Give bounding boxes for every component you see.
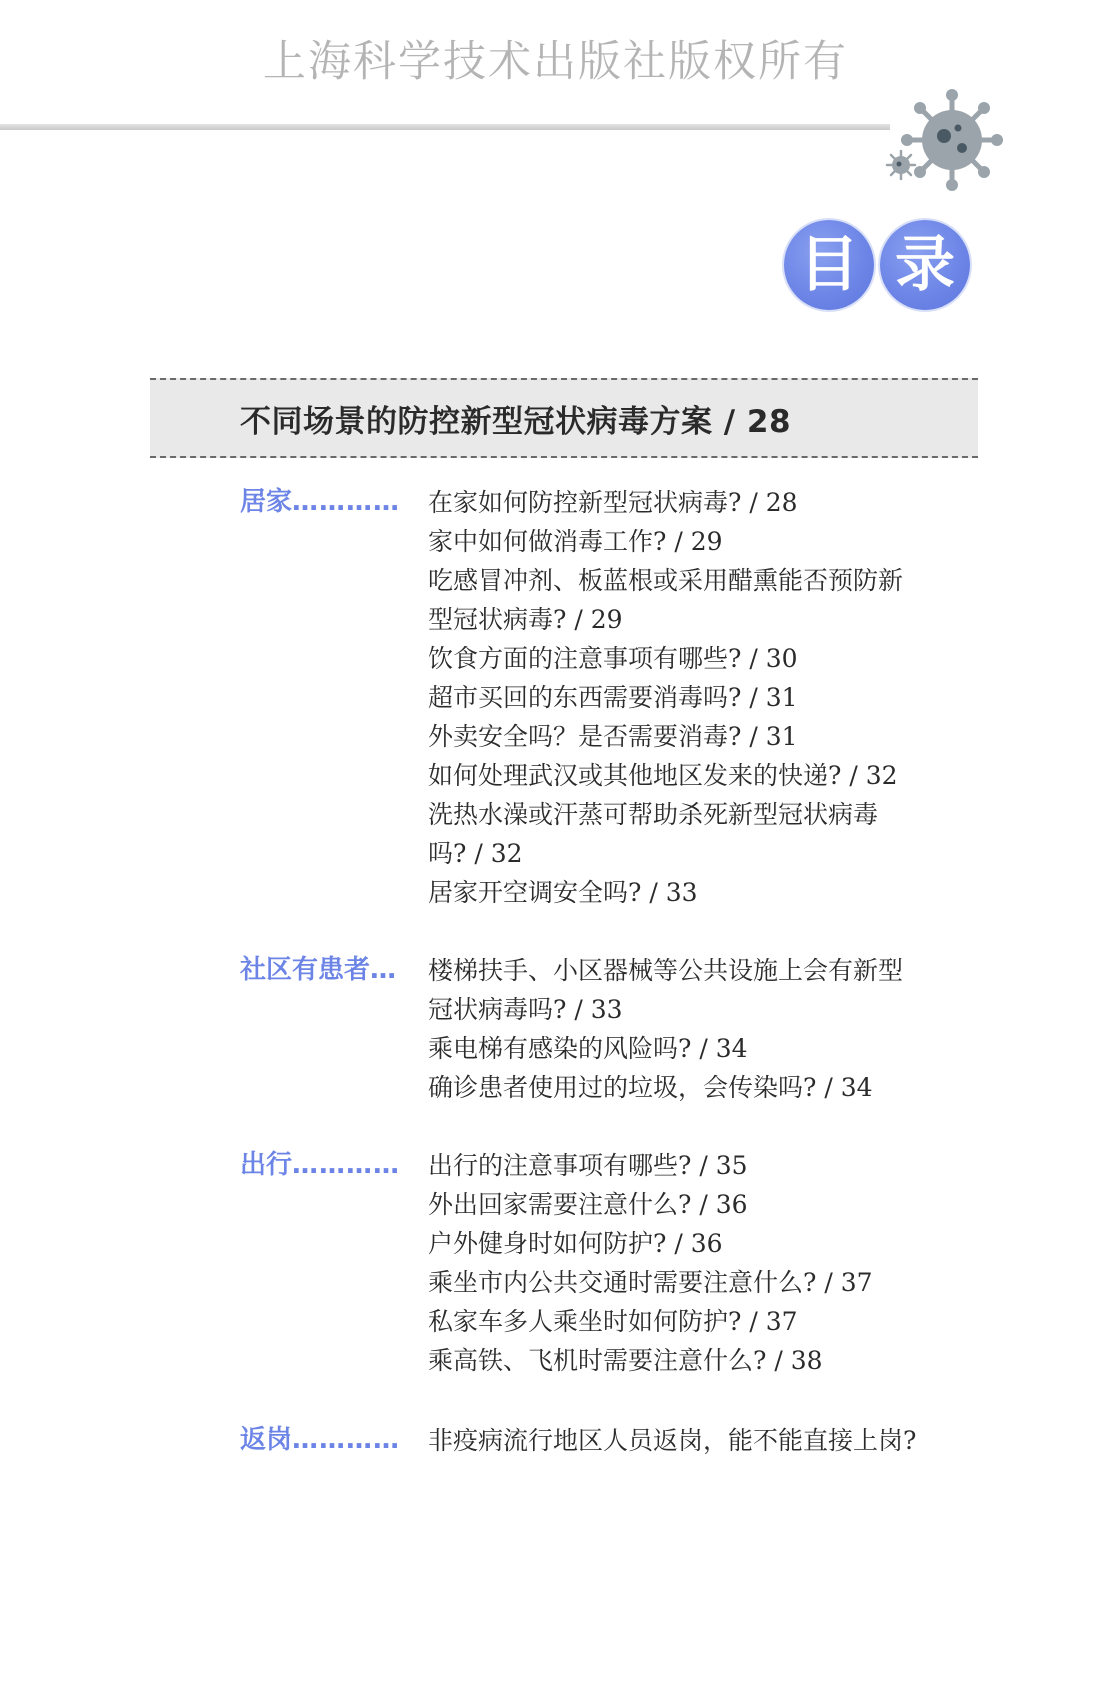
category-community [240, 951, 410, 990]
entries-community [428, 951, 978, 1107]
top-divider [0, 124, 890, 130]
toc-entry[interactable]: 确诊患者使用过的垃圾，会传染吗? / 34 [428, 1073, 873, 1102]
category-return-to-work [240, 1421, 410, 1460]
dot-leader: ………… [292, 487, 401, 517]
virus-small-icon [884, 148, 918, 182]
title-badge-lu: 录 [880, 220, 970, 310]
entries-home [428, 483, 978, 912]
copyright-watermark: 上海科学技术出版社版权所有 [263, 37, 848, 87]
toc-entry[interactable]: 吃感冒冲剂、板蓝根或采用醋熏能否预防新 [428, 566, 904, 595]
toc-entry[interactable]: 私家车多人乘坐时如何防护? / 37 [428, 1307, 798, 1336]
toc-entry[interactable]: 外出回家需要注意什么? / 36 [428, 1190, 748, 1219]
toc-entry[interactable]: 洗热水澡或汗蒸可帮助杀死新型冠状病毒 [428, 800, 879, 829]
toc-entry[interactable]: 户外健身时如何防护? / 36 [428, 1229, 723, 1258]
dot-leader: ………… [292, 1150, 401, 1180]
toc-entry[interactable]: 型冠状病毒? / 29 [428, 605, 623, 634]
toc-entry[interactable]: 吗? / 32 [428, 839, 523, 868]
toc-entry[interactable]: 如何处理武汉或其他地区发来的快递? / 32 [428, 761, 898, 790]
category-label: 社区有患者 [240, 955, 371, 985]
toc-entry[interactable]: 家中如何做消毒工作? / 29 [428, 527, 723, 556]
title-badge-mu: 目 [784, 220, 874, 310]
entries-travel [428, 1146, 978, 1380]
section-title[interactable]: 不同场景的防控新型冠状病毒方案 / 28 [240, 404, 792, 440]
toc-entry[interactable]: 饮食方面的注意事项有哪些? / 30 [428, 644, 798, 673]
toc-entry[interactable]: 外卖安全吗？是否需要消毒? / 31 [428, 722, 798, 751]
category-home [240, 483, 410, 522]
toc-entry[interactable]: 乘高铁、飞机时需要注意什么? / 38 [428, 1346, 823, 1375]
toc-entry[interactable]: 出行的注意事项有哪些? / 35 [428, 1151, 748, 1180]
section-header [150, 378, 978, 458]
toc-entry[interactable]: 非疫病流行地区人员返岗，能不能直接上岗? [428, 1426, 917, 1455]
toc-entry[interactable]: 超市买回的东西需要消毒吗? / 31 [428, 683, 798, 712]
dot-leader: … [370, 955, 398, 985]
category-label: 居家 [240, 487, 293, 517]
dot-leader: ………… [292, 1425, 401, 1455]
category-label: 返岗 [240, 1425, 293, 1455]
toc-entry[interactable]: 乘电梯有感染的风险吗? / 34 [428, 1034, 748, 1063]
page-title [784, 220, 974, 314]
entries-return-to-work [428, 1421, 978, 1460]
toc-entry[interactable]: 楼梯扶手、小区器械等公共设施上会有新型 [428, 956, 904, 985]
category-travel [240, 1146, 410, 1185]
category-label: 出行 [240, 1150, 293, 1180]
toc-entry[interactable]: 居家开空调安全吗? / 33 [428, 878, 698, 907]
toc-entry[interactable]: 乘坐市内公共交通时需要注意什么? / 37 [428, 1268, 873, 1297]
toc-entry[interactable]: 冠状病毒吗? / 33 [428, 995, 623, 1024]
toc-entry[interactable]: 在家如何防控新型冠状病毒? / 28 [428, 488, 798, 517]
